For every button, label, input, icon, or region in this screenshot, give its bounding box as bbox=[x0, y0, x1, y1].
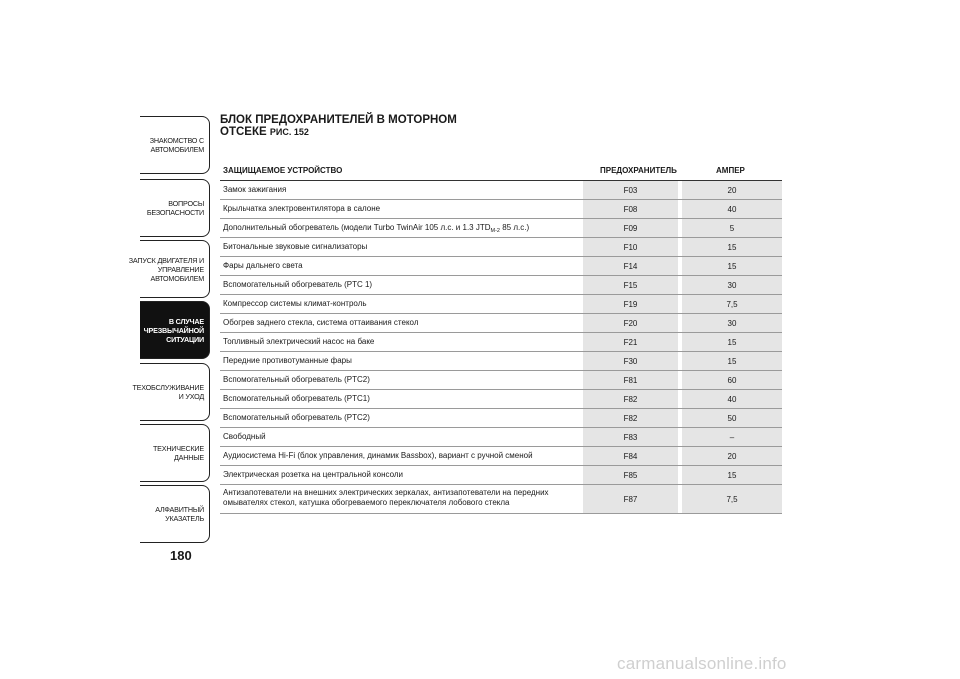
table-row bbox=[220, 352, 782, 371]
device-text: Топливный электрический насос на баке bbox=[223, 337, 375, 346]
amp-cell: 30 bbox=[682, 276, 782, 294]
fuse-cell: F82 bbox=[583, 409, 678, 427]
title-line-2 bbox=[220, 126, 457, 138]
table-row bbox=[220, 409, 782, 428]
fuse-cell: F83 bbox=[583, 428, 678, 446]
device-text: Антизапотеватели на внешних электрических зеркалах, антизапотеватели на передних bbox=[223, 488, 549, 497]
amp-cell: 15 bbox=[682, 352, 782, 370]
device-text: Обогрев заднего стекла, система оттаивания стекол bbox=[223, 318, 419, 327]
chapter-tab-label: ЧРЕЗВЫЧАЙНОЙ bbox=[143, 325, 204, 335]
chapter-tab-label: УПРАВЛЕНИЕ bbox=[157, 264, 204, 274]
fuse-cell: F10 bbox=[583, 238, 678, 256]
chapter-tab-label: АВТОМОБИЛЕМ bbox=[150, 273, 204, 283]
chapter-tab[interactable] bbox=[140, 485, 210, 543]
table-row bbox=[220, 371, 782, 390]
chapter-tab-label: БЕЗОПАСНОСТИ bbox=[146, 208, 204, 217]
device-cell bbox=[223, 299, 578, 309]
device-cell bbox=[223, 470, 578, 480]
device-text: Передние противотуманные фары bbox=[223, 356, 352, 365]
device-cell bbox=[223, 451, 578, 461]
amp-cell: 15 bbox=[682, 238, 782, 256]
chapter-tab-label: В СЛУЧАЕ bbox=[168, 316, 204, 326]
device-text: Замок зажигания bbox=[223, 185, 287, 194]
device-cell bbox=[223, 185, 578, 195]
chapter-tab[interactable] bbox=[132, 363, 210, 421]
chapter-tab[interactable] bbox=[140, 301, 210, 359]
title-line-1: БЛОК ПРЕДОХРАНИТЕЛЕЙ В МОТОРНОМ bbox=[220, 114, 457, 126]
device-cell bbox=[223, 432, 578, 442]
fuse-cell: F08 bbox=[583, 200, 678, 218]
device-text-line-2: омывателях стекол, катушка обогреваемого переключателя лобового стекла bbox=[223, 498, 510, 507]
fuse-cell: F03 bbox=[583, 181, 678, 199]
figure-reference: РИС. 152 bbox=[269, 127, 309, 137]
fuse-cell: F09 bbox=[583, 219, 678, 237]
fuse-cell: F82 bbox=[583, 390, 678, 408]
table-row bbox=[220, 333, 782, 352]
device-cell bbox=[223, 280, 578, 290]
device-text: Свободный bbox=[223, 432, 266, 441]
device-cell bbox=[223, 375, 578, 385]
device-cell bbox=[223, 261, 578, 271]
chapter-tab-label: УКАЗАТЕЛЬ bbox=[165, 514, 204, 523]
chapter-tab-label: ТЕХНИЧЕСКИЕ bbox=[152, 444, 204, 453]
table-header bbox=[220, 160, 782, 181]
table-body bbox=[220, 181, 782, 514]
chapter-tab-label: И УХОД bbox=[178, 392, 204, 401]
table-row bbox=[220, 295, 782, 314]
device-subscript: M-2 bbox=[490, 228, 500, 234]
chapter-tab-label: АЛФАВИТНЫЙ bbox=[155, 505, 204, 514]
chapter-tab-label: СИТУАЦИИ bbox=[166, 334, 204, 344]
device-text: Вспомогательный обогреватель (PTC1) bbox=[223, 394, 370, 403]
chapter-tab-label: ВОПРОСЫ bbox=[168, 199, 204, 208]
chapter-tab[interactable] bbox=[128, 240, 210, 298]
device-cell bbox=[223, 488, 578, 508]
device-cell bbox=[223, 337, 578, 347]
fuse-cell: F20 bbox=[583, 314, 678, 332]
device-text: Вспомогательный обогреватель (PTC2) bbox=[223, 375, 370, 384]
table-row bbox=[220, 447, 782, 466]
table-row bbox=[220, 200, 782, 219]
chapter-tab[interactable] bbox=[140, 116, 210, 174]
fuse-cell: F30 bbox=[583, 352, 678, 370]
amp-cell: 20 bbox=[682, 447, 782, 465]
amp-cell: 15 bbox=[682, 257, 782, 275]
amp-cell: 40 bbox=[682, 390, 782, 408]
fuse-cell: F14 bbox=[583, 257, 678, 275]
device-text: Битональные звуковые сигнализаторы bbox=[223, 242, 368, 251]
amp-cell: 7,5 bbox=[682, 485, 782, 513]
fuse-cell: F85 bbox=[583, 466, 678, 484]
table-row bbox=[220, 219, 782, 238]
title-line-2-text: ОТСЕКЕ bbox=[220, 126, 267, 138]
header-fuse: ПРЕДОХРАНИТЕЛЬ bbox=[600, 166, 677, 175]
device-cell bbox=[223, 204, 578, 214]
page-title bbox=[220, 114, 457, 138]
amp-cell: 5 bbox=[682, 219, 782, 237]
amp-cell: – bbox=[682, 428, 782, 446]
table-row bbox=[220, 428, 782, 447]
table-row bbox=[220, 238, 782, 257]
chapter-tab-label: ЗНАКОМСТВО С bbox=[149, 136, 204, 145]
table-row bbox=[220, 466, 782, 485]
amp-cell: 15 bbox=[682, 333, 782, 351]
page-number: 180 bbox=[170, 548, 192, 563]
amp-cell: 60 bbox=[682, 371, 782, 389]
table-row bbox=[220, 276, 782, 295]
fuse-table bbox=[220, 160, 782, 514]
header-amp: АМПЕР bbox=[716, 166, 745, 175]
table-row bbox=[220, 257, 782, 276]
device-text: Фары дальнего света bbox=[223, 261, 303, 270]
table-row bbox=[220, 390, 782, 409]
device-cell bbox=[223, 242, 578, 252]
watermark: carmanualsonline.info bbox=[617, 654, 787, 673]
device-text: Вспомогательный обогреватель (PTC 1) bbox=[223, 280, 373, 289]
amp-cell: 50 bbox=[682, 409, 782, 427]
chapter-tab-label: ТЕХОБСЛУЖИВАНИЕ bbox=[132, 383, 204, 392]
amp-cell: 7,5 bbox=[682, 295, 782, 313]
fuse-cell: F81 bbox=[583, 371, 678, 389]
device-text: Аудиосистема Hi-Fi (блок управления, динамик Bassbox), вариант с ручной сменой bbox=[223, 451, 533, 460]
amp-cell: 30 bbox=[682, 314, 782, 332]
device-text: Дополнительный обогреватель (модели Turbo TwinAir 105 л.с. и 1.3 JTD bbox=[223, 223, 491, 232]
amp-cell: 15 bbox=[682, 466, 782, 484]
chapter-tab-label: АВТОМОБИЛЕМ bbox=[150, 145, 204, 154]
fuse-cell: F19 bbox=[583, 295, 678, 313]
amp-cell: 20 bbox=[682, 181, 782, 199]
table-row bbox=[220, 181, 782, 200]
device-text: Компрессор системы климат-контроль bbox=[223, 299, 367, 308]
chapter-tab[interactable] bbox=[140, 179, 210, 237]
chapter-tab-label: ЗАПУСК ДВИГАТЕЛЯ И bbox=[128, 255, 204, 265]
chapter-tab-label: ДАННЫЕ bbox=[174, 453, 204, 462]
device-text: Крыльчатка электровентилятора в салоне bbox=[223, 204, 381, 213]
device-text: Вспомогательный обогреватель (PTC2) bbox=[223, 413, 370, 422]
device-cell bbox=[223, 223, 578, 236]
header-device: ЗАЩИЩАЕМОЕ УСТРОЙСТВО bbox=[223, 166, 343, 175]
table-row bbox=[220, 314, 782, 333]
fuse-cell: F87 bbox=[583, 485, 678, 513]
chapter-tab[interactable] bbox=[140, 424, 210, 482]
fuse-cell: F15 bbox=[583, 276, 678, 294]
amp-cell: 40 bbox=[682, 200, 782, 218]
device-cell bbox=[223, 394, 578, 404]
device-text: Электрическая розетка на центральной консоли bbox=[223, 470, 404, 479]
fuse-cell: F21 bbox=[583, 333, 678, 351]
table-row bbox=[220, 485, 782, 514]
device-cell bbox=[223, 413, 578, 423]
device-text-tail: 85 л.с.) bbox=[499, 223, 530, 232]
fuse-cell: F84 bbox=[583, 447, 678, 465]
device-cell bbox=[223, 356, 578, 366]
device-cell bbox=[223, 318, 578, 328]
